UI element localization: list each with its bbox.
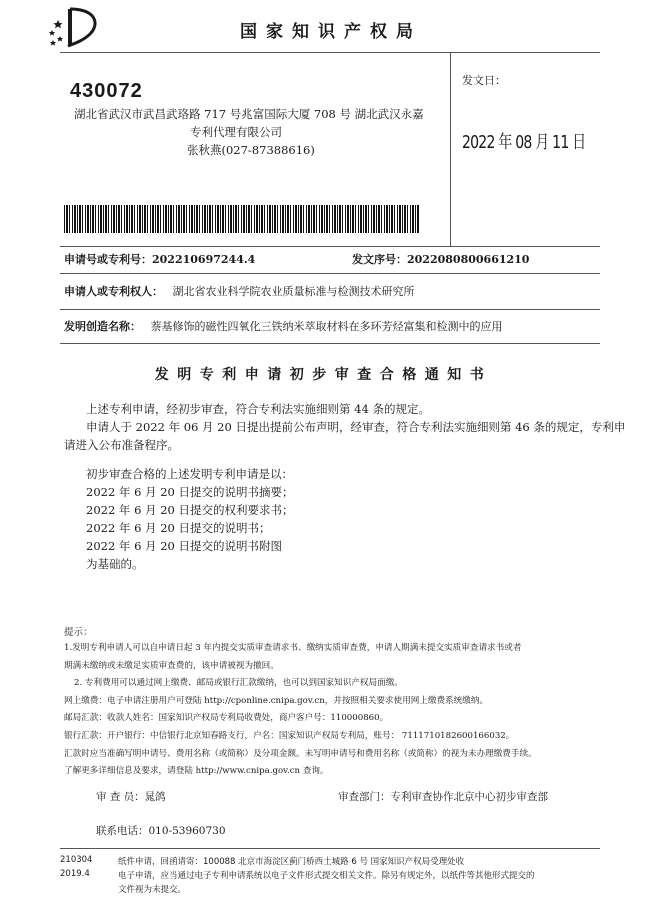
rule-2 xyxy=(60,273,600,274)
basis-item: 2022 年 6 月 20 日提交的说明书附图 xyxy=(86,539,282,553)
examination-department: 审查部门：专利审查协作北京中心初步审查部 xyxy=(338,791,548,803)
applicant-label: 申请人或专利权人： xyxy=(64,285,163,298)
address-line-2: 专利代理有限公司 xyxy=(190,125,282,139)
basis-item: 2022 年 6 月 20 日提交的说明书； xyxy=(86,521,271,535)
notice-paragraph-2-line-2: 请进入公布准备程序。 xyxy=(64,438,179,452)
tips-block xyxy=(64,640,537,781)
recipient-name: 张秋燕(027-87388616) xyxy=(187,143,315,157)
notice-title: 发明专利申请初步审查合格通知书 xyxy=(154,367,493,383)
tip-line: 了解更多详细信息及要求，请登陆 http://www.cnipa.gov.cn 查询。 xyxy=(64,766,329,777)
tip-line: 邮局汇款：收款人姓名：国家知识产权局专利局收费处，商户客户号：110000860。 xyxy=(64,713,389,724)
top-rule xyxy=(60,52,600,53)
applicant-row xyxy=(64,283,415,300)
dispatch-serial-label: 发文序号： xyxy=(352,253,407,266)
application-number: 202210697244.4 xyxy=(152,253,256,266)
basis-end: 为基础的。 xyxy=(86,557,144,571)
invention-label: 发明创造名称： xyxy=(64,320,141,333)
notice-paragraph-2-line-1: 申请人于 2022 年 06 月 20 日提出提前公布声明，经审查，符合专利法实施细则第 46 条的规定，专利申 xyxy=(86,420,626,434)
tip-line: 2. 专利费用可以通过网上缴费、邮局或银行汇款缴纳，也可以到国家知识产权局面缴。 xyxy=(74,678,403,689)
dispatch-date: 2022 年 08 月 11 日 xyxy=(462,132,586,153)
tip-line: 银行汇款：开户银行：中信银行北京知春路支行，户名：国家知识产权局专利局，账号： 7111710182600166032。 xyxy=(64,730,515,741)
application-number-row xyxy=(64,251,255,268)
basis-intro: 初步审查合格的上述发明专利申请是以： xyxy=(86,467,293,481)
barcode xyxy=(64,205,420,233)
postcode: 430072 xyxy=(70,80,143,102)
invention-title: 萘基修饰的磁性四氧化三铁纳米萃取材料在多环芳烃富集和检测中的应用 xyxy=(150,320,503,333)
rule-4 xyxy=(60,343,600,344)
cnipa-logo xyxy=(44,6,102,48)
agency-title: 国家知识产权局 xyxy=(240,22,422,42)
footer-electronic-note-end: 文件视为未提交。 xyxy=(118,885,187,895)
dispatch-divider xyxy=(450,52,451,246)
tips-heading: 提示： xyxy=(64,627,93,638)
footer-rule xyxy=(60,848,600,849)
basis-item: 2022 年 6 月 20 日提交的说明书摘要； xyxy=(86,485,294,499)
rule-1 xyxy=(60,246,600,247)
examiner: 审 查 员：晁鸽 xyxy=(96,791,166,803)
form-version: 2019.4 xyxy=(60,869,90,879)
application-number-label: 申请号或专利号： xyxy=(64,253,152,266)
tip-line: 期满未缴纳或未缴足实质审查费的，该申请被视为撤回。 xyxy=(64,660,279,671)
footer-electronic-note: 电子申请，应当通过电子专利申请系统以电子文件形式提交相关文件。除另有规定外，以纸件等其他形式提交的 xyxy=(118,871,535,881)
invention-row xyxy=(64,318,503,335)
footer-mailing-note: 纸件申请，回函请寄：100088 北京市海淀区蓟门桥西土城路 6 号 国家知识产权局受理处收 xyxy=(118,857,465,867)
dispatch-date-label: 发文日： xyxy=(462,74,506,87)
tip-line: 1.发明专利申请人可以自申请日起 3 年内提交实质审查请求书、缴纳实质审查费，申请人期满未提交实质审查请求书或者 xyxy=(64,643,522,653)
tip-line: 汇款时应当准确写明申请号、费用名称（或简称）及分项金额。未写明申请号和费用名称（或简称）的视为未办理缴费手续。 xyxy=(64,748,537,759)
tip-line: 网上缴费：电子申请注册用户可登陆 http://cponline.cnipa.gov.cn，并按照相关要求使用网上缴费系统缴纳。 xyxy=(64,695,489,706)
rule-3 xyxy=(60,309,600,310)
basis-item: 2022 年 6 月 20 日提交的权利要求书； xyxy=(86,503,294,517)
address-line-1: 湖北省武汉市武昌武珞路 717 号兆富国际大厦 708 号 湖北武汉永嘉 xyxy=(74,107,424,121)
contact-phone: 联系电话：010-53960730 xyxy=(96,825,226,837)
applicant-name: 湖北省农业科学院农业质量标准与检测技术研究所 xyxy=(172,285,415,298)
form-code: 210304 xyxy=(60,855,93,865)
dispatch-serial-row xyxy=(352,251,529,268)
notice-paragraph-1: 上述专利申请，经初步审查，符合专利法实施细则第 44 条的规定。 xyxy=(86,402,430,416)
dispatch-serial-number: 2022080800661210 xyxy=(407,253,530,266)
